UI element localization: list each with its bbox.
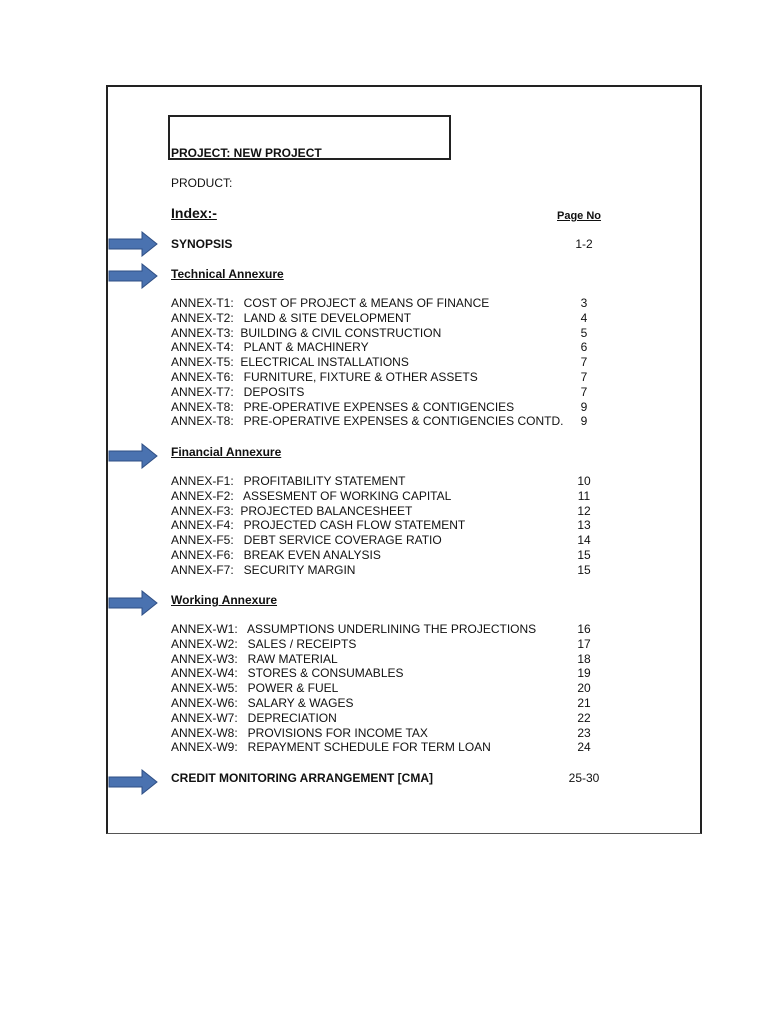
financial-item-label: ANNEX-F1: PROFITABILITY STATEMENT [171, 474, 406, 488]
financial-item-label: ANNEX-F2: ASSESMENT OF WORKING CAPITAL [171, 488, 452, 503]
cma-arrow-icon [108, 769, 158, 795]
financial-item-page: 13 [577, 518, 591, 533]
synopsis-label: SYNOPSIS [171, 237, 233, 251]
working-item-label: ANNEX-W1: ASSUMPTIONS UNDERLINING THE PROJECTIONS [171, 622, 537, 636]
technical-item-label: ANNEX-T8: PRE-OPERATIVE EXPENSES & CONTIGENCIES CONTD. [171, 414, 564, 429]
technical-item-page: 9 [580, 414, 588, 429]
technical-item-label: ANNEX-T3: BUILDING & CIVIL CONSTRUCTION [171, 325, 442, 340]
page-no-header: Page No [557, 210, 602, 222]
working-item-page: 16 [577, 622, 591, 636]
technical-item-label: ANNEX-T2: LAND & SITE DEVELOPMENT [171, 310, 412, 325]
working-item-page: 18 [577, 651, 591, 666]
technical-item-page: 9 [580, 399, 588, 414]
working-item-label: ANNEX-W4: STORES & CONSUMABLES [171, 666, 404, 681]
technical-item-page: 4 [580, 310, 588, 325]
technical-item-page: 5 [580, 325, 588, 340]
working-item-page: 24 [577, 740, 591, 755]
index-title: Index:- [171, 205, 217, 221]
project-title: PROJECT: NEW PROJECT [171, 146, 322, 160]
financial-item-label: ANNEX-F3: PROJECTED BALANCESHEET [171, 503, 413, 518]
technical-item-label: ANNEX-T6: FURNITURE, FIXTURE & OTHER ASSETS [171, 370, 478, 384]
financial-item-label: ANNEX-F5: DEBT SERVICE COVERAGE RATIO [171, 533, 442, 548]
financial-arrow-icon [108, 443, 158, 469]
technical-item-page: 7 [580, 384, 588, 399]
working-item-label: ANNEX-W9: REPAYMENT SCHEDULE FOR TERM LOAN [171, 740, 491, 755]
product-label: PRODUCT: [171, 176, 233, 190]
working-item-label: ANNEX-W6: SALARY & WAGES [171, 696, 354, 710]
financial-heading: Financial Annexure [171, 445, 282, 459]
technical-item-label: ANNEX-T4: PLANT & MACHINERY [171, 340, 369, 355]
technical-item-page: 3 [580, 296, 588, 310]
financial-item-page: 15 [577, 562, 591, 577]
working-item-page: 23 [577, 725, 591, 740]
working-item-label: ANNEX-W7: DEPRECIATION [171, 710, 337, 725]
working-heading: Working Annexure [171, 593, 278, 607]
financial-item-page: 12 [577, 503, 591, 518]
technical-item-page: 6 [580, 340, 588, 355]
technical-item-page: 7 [580, 370, 588, 384]
technical-item-label: ANNEX-T8: PRE-OPERATIVE EXPENSES & CONTIGENCIES [171, 399, 515, 414]
financial-item-page: 14 [577, 533, 591, 548]
financial-item-label: ANNEX-F4: PROJECTED CASH FLOW STATEMENT [171, 518, 466, 533]
financial-item-page: 10 [577, 474, 591, 488]
technical-arrow-icon [108, 263, 158, 289]
working-item-page: 22 [577, 710, 591, 725]
working-item-label: ANNEX-W5: POWER & FUEL [171, 681, 339, 696]
working-item-page: 21 [577, 696, 591, 710]
synopsis-page: 1-2 [575, 237, 593, 251]
financial-item-label: ANNEX-F6: BREAK EVEN ANALYSIS [171, 548, 381, 562]
financial-item-page: 11 [577, 488, 591, 503]
cma-page: 25-30 [568, 771, 600, 785]
technical-item-label: ANNEX-T1: COST OF PROJECT & MEANS OF FINANCE [171, 296, 490, 310]
technical-item-page: 7 [580, 355, 588, 370]
working-arrow-icon [108, 590, 158, 616]
cma-label: CREDIT MONITORING ARRANGEMENT [CMA] [171, 771, 433, 785]
technical-item-label: ANNEX-T5: ELECTRICAL INSTALLATIONS [171, 355, 409, 370]
working-item-page: 17 [577, 636, 591, 651]
working-item-page: 19 [577, 666, 591, 681]
working-item-label: ANNEX-W8: PROVISIONS FOR INCOME TAX [171, 725, 428, 740]
financial-item-label: ANNEX-F7: SECURITY MARGIN [171, 562, 356, 577]
working-item-label: ANNEX-W3: RAW MATERIAL [171, 651, 338, 666]
technical-heading: Technical Annexure [171, 267, 284, 281]
technical-item-label: ANNEX-T7: DEPOSITS [171, 384, 305, 399]
synopsis-arrow-icon [108, 231, 158, 257]
financial-item-page: 15 [577, 548, 591, 562]
working-item-label: ANNEX-W2: SALES / RECEIPTS [171, 636, 357, 651]
working-item-page: 20 [577, 681, 591, 696]
